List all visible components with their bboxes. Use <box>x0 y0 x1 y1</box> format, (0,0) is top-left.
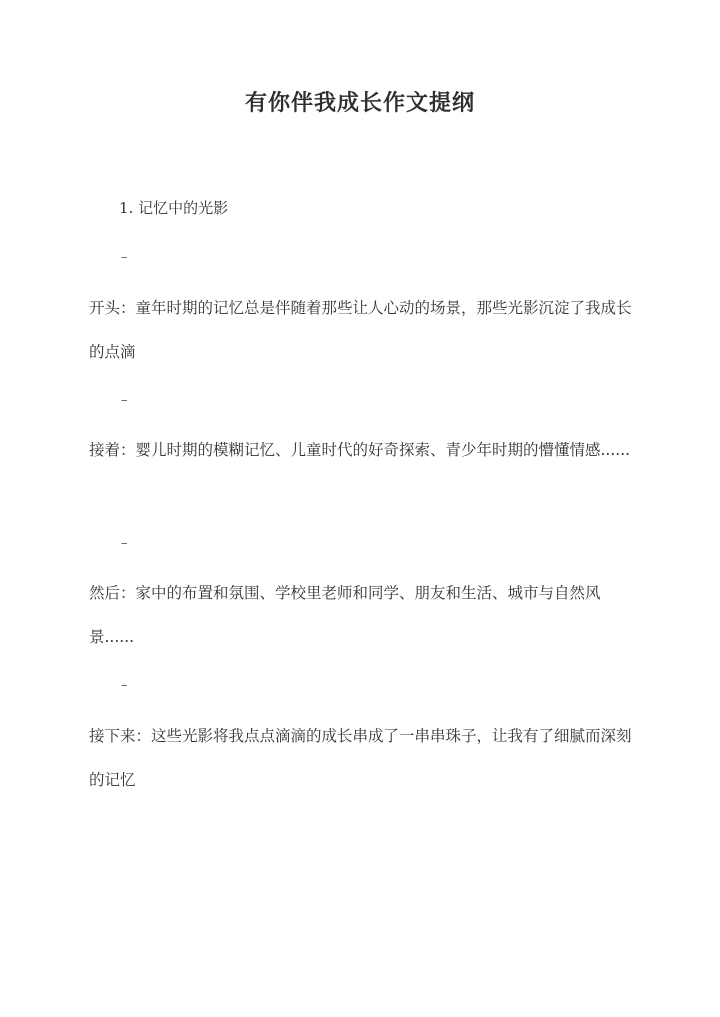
paragraph-opening: 开头：童年时期的记忆总是伴随着那些让人心动的场景，那些光影沉淀了我成长的点滴 <box>89 299 632 361</box>
section-heading: 1. 记忆中的光影 <box>119 199 229 217</box>
document-title: 有你伴我成长作文提纲 <box>244 90 475 116</box>
list-marker: – <box>121 678 128 693</box>
paragraph-next: 接着：婴儿时期的模糊记忆、儿童时代的好奇探索、青少年时期的懵懂情感...... <box>89 441 631 459</box>
list-marker: – <box>121 536 128 551</box>
list-marker: – <box>121 250 128 265</box>
paragraph-then: 然后：家中的布置和氛围、学校里老师和同学、朋友和生活、城市与自然风景...... <box>89 584 601 646</box>
list-marker: – <box>121 393 128 408</box>
paragraph-after: 接下来：这些光影将我点点滴滴的成长串成了一串串珠子，让我有了细腻而深刻的记忆 <box>89 727 632 789</box>
